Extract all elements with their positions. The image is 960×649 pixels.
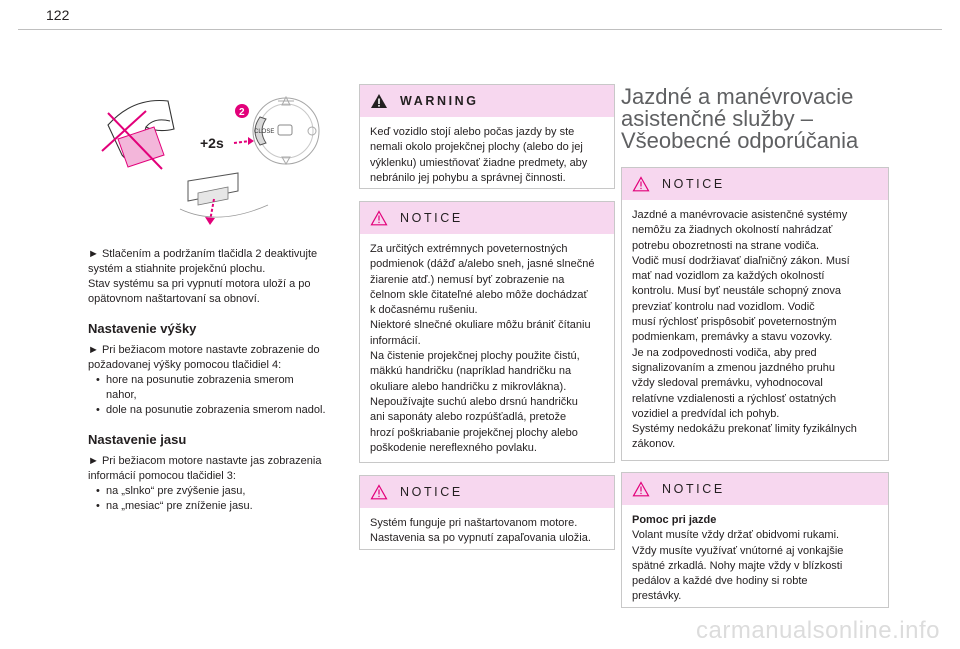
watermark: carmanualsonline.info	[696, 617, 940, 644]
warning-line: nemali okolo projekčnej plochy (alebo do jej	[370, 141, 583, 154]
notice-3-line: Systémy nedokážu prekonať limity fyzikálnych	[632, 423, 857, 436]
notice-3-line: Jazdné a manévrovacie asistenčné systémy	[632, 209, 848, 221]
notice-2-body	[360, 508, 614, 554]
height-line-1: ► Pri bežiacom motore nastavte zobrazenie do	[88, 344, 320, 356]
brightness-line-1: ► Pri bežiacom motore nastavte jas zobrazenia	[88, 455, 322, 467]
brightness-heading: Nastavenie jasu	[88, 432, 187, 447]
height-bullet-up: • hore na posunutie zobrazenia smerom	[88, 373, 346, 388]
warning-title: WARNING	[400, 94, 479, 108]
brightness-line-2: informácií pomocou tlačidiel 3:	[88, 470, 236, 482]
height-heading: Nastavenie výšky	[88, 321, 197, 336]
notice-4-line: pedálov a každé dve hodiny si robte	[632, 575, 808, 588]
notice-1-body	[360, 234, 614, 463]
notice-1-line: Niektoré slnečné okuliare môžu brániť čítaniu	[370, 319, 591, 332]
warning-triangle-icon	[370, 93, 388, 109]
intro-line-3: Stav systému sa pri vypnutí motora uloží a po	[88, 278, 311, 290]
warning-line: nebránilo jej pohybu a správnej činnosti.	[370, 171, 566, 184]
notice-3-header	[622, 168, 888, 200]
section-title-line-1: Jazdné a manévrovacie	[621, 84, 854, 109]
intro-line-4: opätovnom naštartovaní sa obnoví.	[88, 293, 260, 305]
notice-1-line: podmienok (dážď a/alebo sneh, jasné slnečné	[370, 258, 595, 271]
intro-line-2: systém a stiahnite projekčnú plochu.	[88, 263, 266, 275]
column-1	[88, 87, 346, 514]
height-bullet-up-cont: nahor,	[106, 389, 137, 401]
notice-3-line: Vodič musí dodržiavať diaľničný zákon. Musí	[632, 254, 850, 267]
notice-3-line: musí rýchlosť prispôsobiť poveternostným	[632, 316, 837, 329]
notice-2-title: NOTICE	[400, 485, 463, 499]
notice-4-line: Vždy musíte využívať vnútorné aj vonkajšie	[632, 544, 844, 557]
notice-3-line: Je na zodpovednosti vodiča, aby pred	[632, 346, 817, 359]
notice-3-body	[622, 200, 888, 460]
notice-3-line: podmienkam, premávky a stavu vozovky.	[632, 331, 833, 344]
notice-3-title: NOTICE	[662, 177, 725, 191]
top-rule	[18, 29, 942, 30]
brightness-bullet-sun: • na „slnko“ pre zvýšenie jasu,	[88, 484, 346, 499]
notice-triangle-icon	[370, 210, 388, 226]
notice-4-heading: Pomoc pri jazde	[632, 514, 717, 526]
height-line-2: požadovanej výšky pomocou tlačidiel 4:	[88, 359, 282, 371]
notice-1-line: informácií.	[370, 334, 421, 347]
svg-text:+2s: +2s	[200, 135, 224, 151]
warning-body	[360, 117, 614, 193]
illustration-svg	[88, 87, 346, 237]
notice-4-header	[622, 473, 888, 505]
notice-2-line: Systém funguje pri naštartovanom motore.	[370, 517, 578, 529]
notice-3-line: zákonov.	[632, 438, 676, 451]
notice-1-header	[360, 202, 614, 234]
notice-1-line: poškodenie nereflexného povlaku.	[370, 441, 537, 454]
section-title	[621, 86, 891, 152]
notice-1-line: mäkkú handričku (napríklad handričku na	[370, 365, 572, 378]
notice-triangle-icon	[632, 176, 650, 192]
notice-box-3	[621, 167, 889, 461]
notice-3-line: prevziať kontrolu nad vozidlom. Vodič	[632, 300, 815, 313]
notice-1-title: NOTICE	[400, 211, 463, 225]
hud-button-illustration	[88, 87, 346, 237]
notice-box-2	[359, 475, 615, 550]
intro-line-1: ► Stlačením a podržaním tlačidla 2 deaktivujte	[88, 248, 318, 260]
section-title-line-2: asistenčné služby –	[621, 106, 813, 131]
notice-1-line: hrozí poškriabanie projekčnej plochy alebo	[370, 426, 578, 439]
svg-text:CLOSE: CLOSE	[254, 129, 275, 135]
notice-2-header	[360, 476, 614, 508]
section-title-line-3: Všeobecné odporúčania	[621, 128, 859, 153]
warning-line: výklenku) umiestňovať žiadne predmety, aby	[370, 156, 588, 169]
notice-3-line: vozidiel a predvídal ich pohyb.	[632, 407, 780, 420]
notice-3-line: signalizovaním a zmenou jazdného pruhu	[632, 361, 836, 374]
notice-4-line: prestávky.	[632, 590, 682, 603]
notice-box-1	[359, 201, 615, 463]
notice-3-line: nemôžu za žiadnych okolností nahrádzať	[632, 224, 833, 237]
notice-2-line: Nastavenia sa po vypnutí zapaľovania uložia.	[370, 532, 591, 545]
warning-header	[360, 85, 614, 117]
notice-1-line: Za určitých extrémnych poveternostných	[370, 243, 568, 255]
height-bullet-down: • dole na posunutie zobrazenia smerom nadol.	[88, 403, 346, 418]
notice-3-line: relatívne vzdialenosti a rýchlosť ostatných	[632, 392, 837, 405]
notice-3-line: kontrolu. Musí byť neustále schopný znova	[632, 285, 841, 298]
notice-1-line: Na čistenie projekčnej plochy použite čistú,	[370, 350, 580, 363]
brightness-bullet-moon: • na „mesiac“ pre zníženie jasu.	[88, 499, 346, 514]
notice-4-body	[622, 505, 888, 612]
notice-4-line: Volant musíte vždy držať obidvomi rukami.	[632, 529, 840, 542]
notice-1-line: k dočasnému rušeniu.	[370, 304, 478, 317]
notice-1-line: čelnom skle čitateľné alebo môže dochádzať	[370, 288, 588, 301]
notice-3-line: vždy sledoval premávku, vyhodnocoval	[632, 377, 823, 390]
warning-box	[359, 84, 615, 189]
warning-line: Keď vozidlo stojí alebo počas jazdy by ste	[370, 126, 575, 138]
notice-1-line: ani saponáty alebo rozpúšťadlá, pretože	[370, 411, 567, 424]
notice-1-line: okuliare alebo handričku z mikrovlákna).	[370, 380, 567, 393]
notice-4-line: spätné zrkadlá. Nohy majte vždy v blízkosti	[632, 559, 843, 572]
notice-1-line: Nepoužívajte suchú alebo drsnú handričku	[370, 395, 578, 408]
notice-4-title: NOTICE	[662, 482, 725, 496]
notice-3-line: potrebu obozretnosti na strane vodiča.	[632, 239, 820, 252]
notice-triangle-icon	[632, 481, 650, 497]
notice-3-line: mať nad vozidlom za každých okolností	[632, 270, 825, 283]
notice-1-line: žiarenie atď.) nemusí byť zobrazenie na	[370, 273, 565, 286]
page-number: 122	[46, 7, 70, 23]
svg-text:2: 2	[239, 107, 245, 118]
notice-triangle-icon	[370, 484, 388, 500]
notice-box-4	[621, 472, 889, 608]
